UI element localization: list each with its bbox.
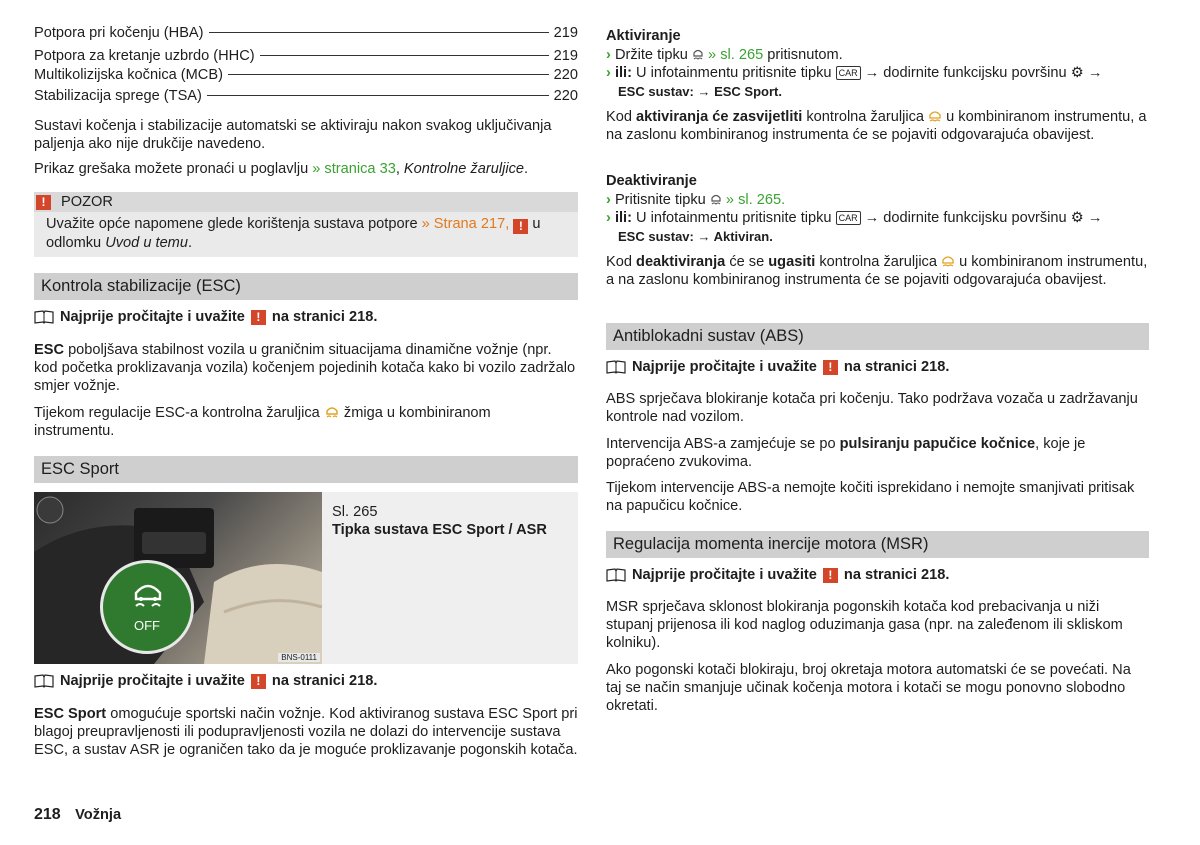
button-off-label: OFF	[134, 618, 160, 633]
text: će se	[725, 254, 769, 270]
warning-body	[34, 212, 578, 253]
figure-number: Sl. 265	[332, 504, 378, 520]
text: kontrolna žaruljica	[802, 109, 929, 125]
msr-paragraph: MSR sprječava sklonost blokiranja pogonskih kotača kod prebacivanja u niži stupanj prijenosa ili kod naglog oduzimanja gasa (npr. na zaleđenom ili skliskom kolniku).	[606, 599, 1123, 651]
menu-path: ESC sustav: → ESC Sport.	[618, 84, 782, 99]
text: Intervencija ABS-a zamjećuje se po	[606, 436, 840, 452]
text: Uvažite opće napomene glede korištenja sustava potpore	[46, 216, 422, 232]
or-label: ili:	[614, 65, 632, 81]
toc-page: 220	[553, 67, 578, 83]
toc-title: Potpora pri kočenju (HBA)	[34, 25, 204, 41]
emphasis: pulsiranju papučice kočnice	[839, 436, 1036, 452]
text: omogućuje sportski način vožnje. Kod aktiviranog sustava ESC Sport pri blagoj preupravljenosti ili podupravljenosti vozila ne dolazi do intervencije sustava ESC, a sustav ASR je ograničen tako da je moguće proklizavanje pogonskih kotača.	[34, 706, 578, 758]
text: Kod	[606, 254, 637, 270]
emphasis: ugasiti	[768, 254, 816, 270]
toc-leader	[209, 32, 549, 33]
text: ,	[395, 161, 404, 177]
esc-lamp-paragraph	[34, 404, 544, 440]
deactivation-heading: Deaktiviranje	[606, 173, 697, 189]
text: u kombiniranom instrumentu, a na zaslonu kombiniranog instrumenta će se pojaviti odgovarajuća obavijest.	[606, 254, 1148, 288]
toc-row[interactable]	[34, 48, 578, 66]
text: u kombiniranom instrumentu, a na zaslonu kombiniranog instrumenta će se pojaviti odgovarajuća obavijest.	[606, 109, 1147, 143]
read-first-text: Najprije pročitajte i uvažite	[60, 673, 245, 689]
activation-step	[606, 46, 1149, 64]
toc-row[interactable]	[34, 88, 578, 106]
read-first-text: Najprije pročitajte i uvažite	[632, 567, 817, 583]
esc-lamp-icon	[941, 254, 955, 268]
warning-icon: !	[823, 360, 838, 375]
esc-lamp-icon	[710, 193, 722, 206]
warning-icon: !	[251, 674, 266, 689]
esc-lamp-icon	[692, 48, 704, 61]
toc-page: 219	[553, 48, 578, 64]
text: Kod	[606, 109, 637, 125]
section-heading-esc-sport: ESC Sport	[34, 456, 578, 483]
esc-sport-paragraph	[34, 705, 578, 759]
intro-paragraph: Sustavi kočenja i stabilizacije automatski se aktiviraju nakon svakog uključivanja paljenja ako nije drukčije navedeno.	[34, 118, 552, 152]
text: → dodirnite funkcijsku površinu	[860, 65, 1071, 81]
step-arrow-icon: ›	[606, 210, 611, 226]
book-icon	[606, 568, 626, 582]
settings-icon: ⚙	[1070, 65, 1084, 81]
figure	[34, 492, 578, 664]
toc-page: 219	[553, 25, 578, 41]
car-key-icon: CAR	[836, 211, 861, 225]
chapter-ref: Kontrolne žaruljice	[403, 161, 524, 177]
book-icon	[34, 310, 54, 324]
text: .	[523, 161, 529, 177]
or-label: ili:	[614, 210, 632, 226]
warning-title: POZOR	[61, 194, 113, 210]
warning-icon: !	[36, 195, 51, 210]
term: ESC	[34, 342, 65, 358]
read-first-text: Najprije pročitajte i uvažite	[60, 309, 245, 325]
text: žmiga u kombiniranom instrumentu.	[34, 405, 491, 439]
text: →	[1083, 210, 1103, 226]
step-arrow-icon: ›	[606, 47, 611, 63]
page-footer	[34, 806, 121, 824]
toc-row[interactable]	[34, 25, 578, 43]
abs-paragraph: Tijekom intervencije ABS-a nemojte kočiti isprekidano i nemojte smanjivati pritisak na papučicu kočnice.	[606, 480, 1135, 514]
read-first-note	[606, 359, 949, 375]
activation-heading: Aktiviranje	[606, 28, 681, 44]
step-arrow-icon: ›	[606, 65, 611, 81]
read-first-page: na stranici 218.	[843, 567, 950, 583]
image-code: BNS-0111	[278, 653, 320, 662]
chapter-name: Vožnja	[75, 807, 122, 823]
figure-link[interactable]: » sl. 265.	[725, 192, 786, 208]
deactivation-paragraph	[606, 253, 1149, 289]
deactivation-step	[606, 191, 1149, 209]
activation-step	[606, 64, 1149, 82]
toc-leader	[207, 95, 549, 96]
warning-icon: !	[251, 310, 266, 325]
toc-title: Stabilizacija sprege (TSA)	[34, 88, 202, 104]
text: Tijekom regulacije ESC-a kontrolna žaruljica	[34, 405, 324, 421]
esc-sport-button[interactable]	[100, 560, 194, 654]
page-link[interactable]: » Strana 217,	[421, 216, 510, 232]
text: u odlomku	[46, 216, 541, 251]
text: U infotainmentu pritisnite tipku	[631, 65, 836, 81]
read-first-note	[606, 567, 949, 583]
text: Prikaz grešaka možete pronaći u poglavlju	[34, 161, 313, 177]
toc-title: Multikolizijska kočnica (MCB)	[34, 67, 223, 83]
section-heading-msr: Regulacija momenta inercije motora (MSR)	[606, 531, 1149, 558]
read-first-note	[34, 673, 377, 689]
warning-icon: !	[513, 219, 528, 234]
esc-button-icon	[128, 575, 168, 615]
warning-icon: !	[823, 568, 838, 583]
warning-header	[34, 192, 578, 212]
step-arrow-icon: ›	[606, 192, 611, 208]
toc-title: Potpora za kretanje uzbrdo (HHC)	[34, 48, 255, 64]
book-icon	[606, 360, 626, 374]
text: → dodirnite funkcijsku površinu	[860, 210, 1071, 226]
esc-paragraph	[34, 341, 578, 395]
term: ESC Sport	[34, 706, 107, 722]
read-first-note	[34, 309, 377, 325]
settings-icon: ⚙	[1070, 210, 1084, 226]
toc-page: 220	[553, 88, 578, 104]
read-first-text: Najprije pročitajte i uvažite	[632, 359, 817, 375]
esc-lamp-icon	[928, 109, 942, 123]
read-first-page: na stranici 218.	[271, 309, 378, 325]
intro-paragraph-errors	[34, 160, 578, 178]
text: pritisnutom.	[763, 47, 843, 63]
warning-box	[34, 192, 578, 257]
car-key-icon: CAR	[836, 66, 861, 80]
text: .	[187, 235, 193, 251]
activation-paragraph	[606, 108, 1149, 144]
esc-lamp-icon	[324, 405, 340, 419]
emphasis: aktiviranja će zasvijetliti	[636, 109, 803, 125]
read-first-page: na stranici 218.	[271, 673, 378, 689]
menu-path: ESC sustav: → Aktiviran.	[618, 229, 773, 244]
section-heading-abs: Antiblokadni sustav (ABS)	[606, 323, 1149, 350]
text: kontrolna žaruljica	[815, 254, 942, 270]
deactivation-step	[606, 209, 1149, 227]
abs-paragraph	[606, 435, 1149, 471]
abs-paragraph: ABS sprječava blokiranje kotača pri kočenju. Tako podržava vozača u zadržavanju kontrole nad vozilom.	[606, 391, 1138, 425]
book-icon	[34, 674, 54, 688]
figure-link[interactable]: » sl. 265	[708, 47, 764, 63]
text: , koje je popraćeno zvukovima.	[606, 436, 1086, 470]
section-ref: Uvod u temu	[105, 235, 188, 251]
text: Pritisnite tipku	[614, 192, 710, 208]
page-number: 218	[34, 806, 61, 823]
figure-caption: Tipka sustava ESC Sport / ASR	[332, 522, 547, 538]
read-first-page: na stranici 218.	[843, 359, 950, 375]
toc-leader	[228, 74, 549, 75]
toc-leader	[260, 55, 549, 56]
car-interior-image	[34, 492, 322, 664]
emphasis: deaktiviranja	[636, 254, 726, 270]
text: U infotainmentu pritisnite tipku	[631, 210, 836, 226]
section-heading-esc: Kontrola stabilizacije (ESC)	[34, 273, 578, 300]
text: Držite tipku	[614, 47, 692, 63]
toc-row[interactable]	[34, 67, 578, 85]
text: poboljšava stabilnost vozila u graničnim situacijama dinamične vožnje (npr. kod početka proklizavanja vozila) kočenjem pojedinih kotača kako bi vozilo zadržalo smjer vožnje.	[34, 342, 576, 394]
page-link[interactable]: » stranica 33	[312, 161, 396, 177]
text: →	[1083, 65, 1103, 81]
msr-paragraph: Ako pogonski kotači blokiraju, broj okretaja motora automatski će se povećati. Na taj se način smanjuje učinak kočenja motora i kotači se mogu ponovno slobodno okretati.	[606, 662, 1131, 714]
